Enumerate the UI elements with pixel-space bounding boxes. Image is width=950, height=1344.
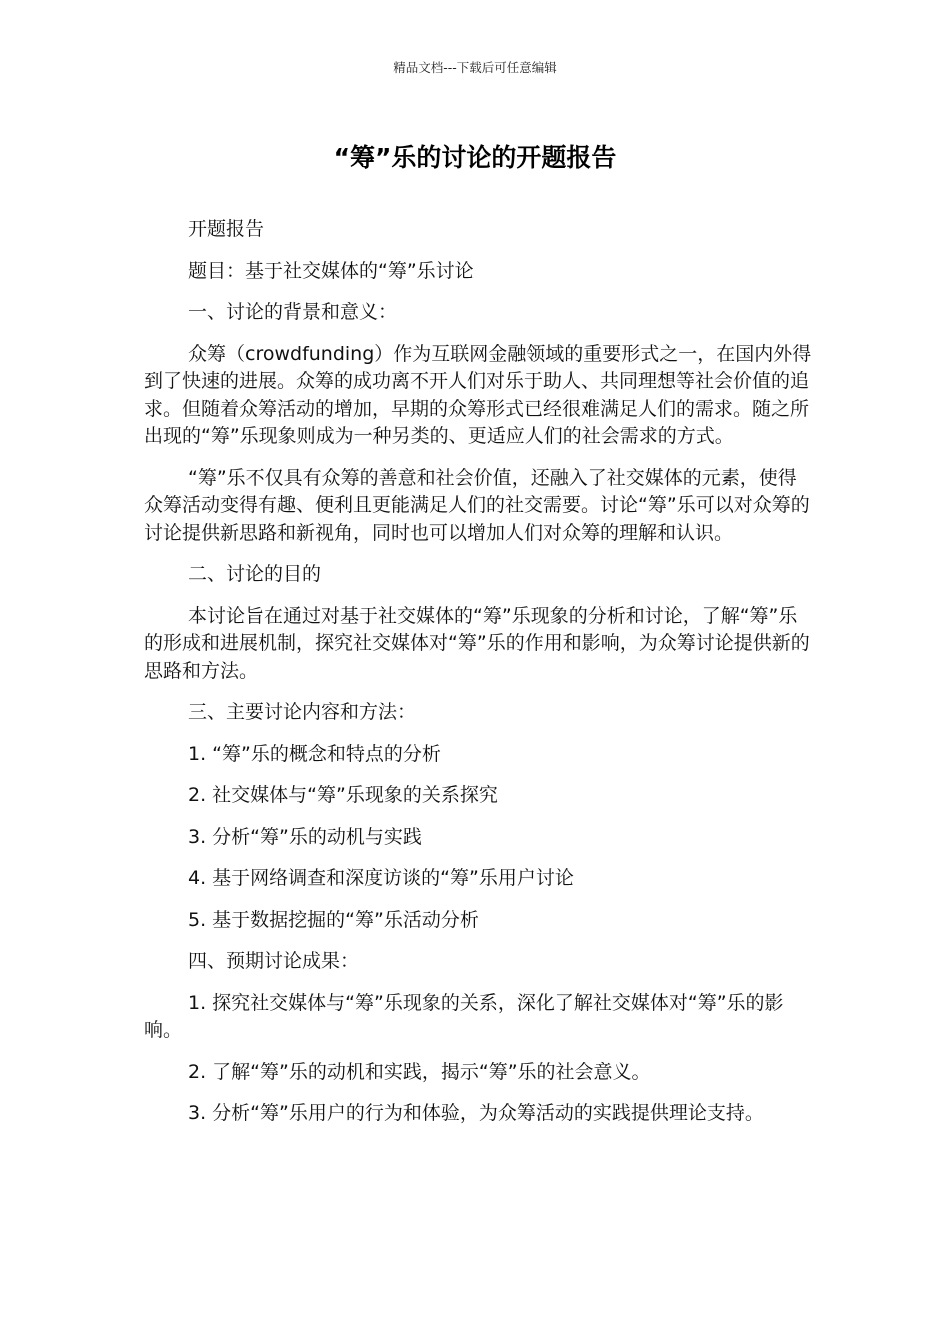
paragraph-background-2: “筹”乐不仅具有众筹的善意和社会价值，还融入了社交媒体的元素，使得众筹活动变得有趣、便利且更能满足人们的社交需要。讨论“筹”乐可以对众筹的讨论提供新思路和新视角，同时也可以增加人们对众筹的理解和认识。 — [144, 466, 810, 544]
paragraph-background-1: 众筹（crowdfunding）作为互联网金融领域的重要形式之一，在国内外得到了快速的进展。众筹的成功离不开人们对乐于助人、共同理想等社会价值的追求。但随着众筹活动的增加，早期的众筹形式已经很难满足人们的需求。随之所出现的“筹”乐现象则成为一种另类的、更适应人们的社会需求的方式。 — [144, 342, 812, 447]
list-item-result-1: 1. 探究社交媒体与“筹”乐现象的关系，深化了解社交媒体对“筹”乐的影响。 — [144, 991, 784, 1041]
paragraph-topic: 题目：基于社交媒体的“筹”乐讨论 — [188, 259, 474, 282]
document-title: “筹”乐的讨论的开题报告 — [333, 143, 617, 172]
list-item-result-3: 3. 分析“筹”乐用户的行为和体验，为众筹活动的实践提供理论支持。 — [188, 1102, 764, 1124]
list-item-content-4: 4. 基于网络调查和深度访谈的“筹”乐用户讨论 — [188, 867, 574, 889]
section-heading-purpose: 二、讨论的目的 — [188, 563, 322, 585]
paragraph-purpose: 本讨论旨在通过对基于社交媒体的“筹”乐现象的分析和讨论，了解“筹”乐的形成和进展机制，探究社交媒体对“筹”乐的作用和影响，为众筹讨论提供新的思路和方法。 — [144, 604, 810, 682]
header-note: 精品文档---下载后可任意编辑 — [393, 60, 557, 75]
list-item-content-5: 5. 基于数据挖掘的“筹”乐活动分析 — [188, 908, 479, 931]
paragraph-report-label: 开题报告 — [188, 218, 265, 240]
document-body — [144, 216, 812, 1128]
section-heading-expected-results: 四、预期讨论成果： — [188, 950, 360, 972]
list-item-content-1: 1. “筹”乐的概念和特点的分析 — [188, 742, 441, 765]
list-item-content-3: 3. 分析“筹”乐的动机与实践 — [188, 825, 422, 848]
list-item-result-2: 2. 了解“筹”乐的动机和实践，揭示“筹”乐的社会意义。 — [188, 1060, 651, 1083]
section-heading-background: 一、讨论的背景和意义： — [188, 301, 398, 323]
section-heading-content-methods: 三、主要讨论内容和方法： — [188, 701, 417, 723]
list-item-content-2: 2. 社交媒体与“筹”乐现象的关系探究 — [188, 784, 498, 806]
